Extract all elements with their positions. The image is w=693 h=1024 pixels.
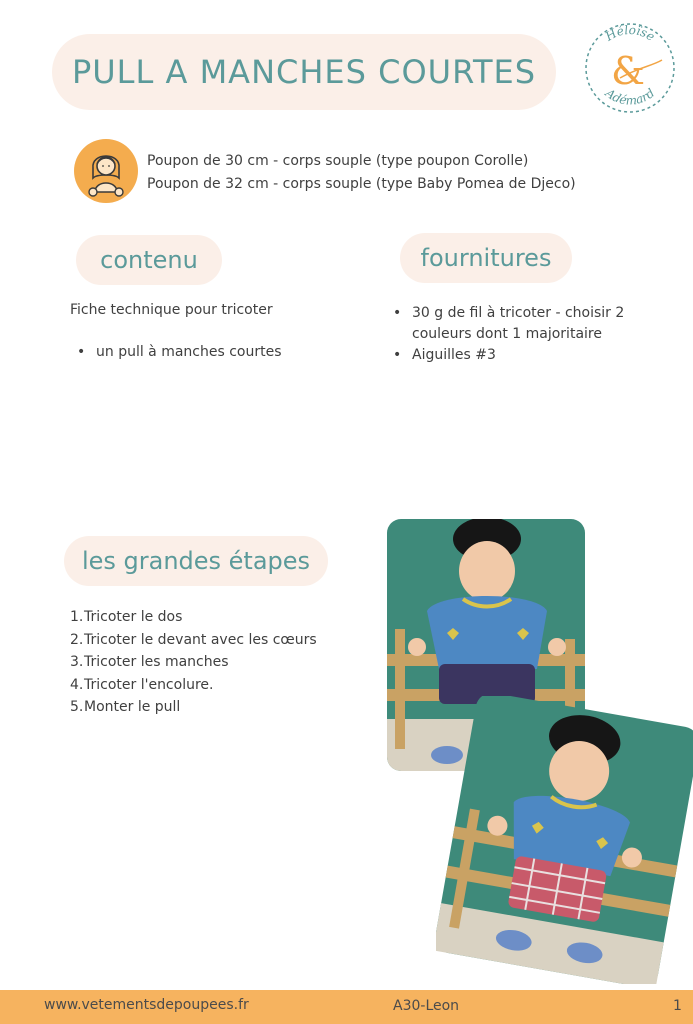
step-item: 2. Tricoter le devant avec les cœurs	[70, 631, 317, 648]
step-item: 5. Monter le pull	[70, 699, 181, 715]
etapes-heading: les grandes étapes	[81, 547, 311, 575]
contenu-intro: Fiche technique pour tricoter	[70, 302, 273, 318]
logo-name-top: Héloïse	[603, 22, 658, 44]
step-item: 4. Tricoter l'encolure.	[70, 676, 214, 693]
intro-line: Poupon de 32 cm - corps souple (type Baby Pomea de Djeco)	[147, 175, 576, 192]
step-item: 3. Tricoter les manches	[70, 654, 229, 670]
logo-ampersand: &	[611, 49, 645, 93]
contenu-list	[70, 342, 282, 363]
footer-reference: A30-Leon	[393, 998, 460, 1014]
etapes-heading-pill	[64, 536, 328, 586]
fournitures-heading: fournitures	[420, 244, 552, 272]
logo-name-bottom: Adémard	[602, 85, 658, 108]
svg-text:Héloïse	[602, 23, 657, 44]
brand-logo	[582, 18, 678, 118]
doll-size-info	[147, 150, 576, 195]
step-item: 1. Tricoter le dos	[70, 609, 183, 625]
doll-photo-shorts	[436, 696, 693, 984]
title-banner	[52, 34, 556, 110]
list-item: • Aiguilles #3	[386, 345, 676, 366]
contenu-heading-pill	[76, 235, 222, 285]
intro-line: Poupon de 30 cm - corps souple (type poupon Corolle)	[147, 153, 529, 169]
steps-list	[70, 606, 320, 719]
page-number: 1	[673, 998, 682, 1014]
doll-icon	[73, 138, 139, 204]
list-item: • un pull à manches courtes	[70, 342, 282, 363]
footer-bar	[0, 990, 693, 1024]
list-item: • 30 g de fil à tricoter - choisir 2 couleurs dont 1 majoritaire	[386, 303, 676, 345]
fournitures-heading-pill	[400, 233, 572, 283]
fournitures-list	[386, 303, 676, 366]
contenu-heading: contenu	[100, 246, 198, 274]
footer-website: www.vetementsdepoupees.fr	[44, 997, 249, 1013]
page-title: PULL A MANCHES COURTES	[71, 53, 537, 91]
